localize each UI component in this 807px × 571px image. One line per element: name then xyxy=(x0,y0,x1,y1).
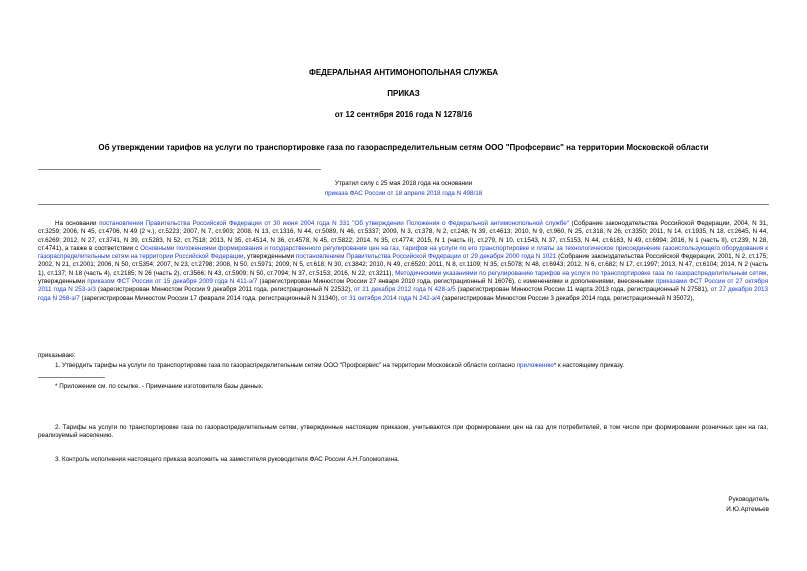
link-basic-provisions[interactable]: Основными положениями формирования и государственного регулирования цен на газ, тарифов на услуги по его транспортировке и платы за технологическое присоединение газоиспользующего оборудования к газораспределительным сетям на территории Российской Федерации xyxy=(38,244,768,261)
link-methodical-guidelines[interactable]: Методическими указаниями по регулированию тарифов на услуги по транспортировке газа по газораспределительным сетям xyxy=(395,269,767,277)
link-fst-order-253[interactable]: приказами ФСТ России от 27 октября 2011 года N 253-э/3 xyxy=(38,278,768,294)
signature-name: И.Ю.Артемьев xyxy=(726,506,769,513)
link-appendix[interactable]: приложению xyxy=(516,362,554,369)
link-fst-order-411[interactable]: приказом ФСТ России от 15 декабря 2009 года N 411-э/7 xyxy=(87,278,258,286)
link-fst-order-268[interactable]: от 27 декабря 2013 года N 268-э/7 xyxy=(38,286,769,302)
doc-date-number: от 12 сентября 2016 года N 1278/16 xyxy=(334,110,473,119)
status-note: Утратил силу с 25 мая 2018 года на основании xyxy=(334,180,473,187)
item-1: 1. Утвердить тарифы на услуги по транспортировке газа по газораспределительным сетям ООО "Профсервис" на территории Московской области согласно приложению* к настоящему приказу. xyxy=(55,362,624,369)
doc-type: ПРИКАЗ xyxy=(387,89,420,98)
link-fst-order-242[interactable]: от 31 октября 2014 года N 242-э/4 xyxy=(341,294,441,302)
item-3: 3. Контроль исполнения настоящего приказа возложить на заместителя руководителя ФАС России А.Н.Голомолзина. xyxy=(55,456,400,463)
order-word: приказываю: xyxy=(38,352,76,359)
divider xyxy=(38,169,321,170)
link-government-resolution-1021[interactable]: постановлением Правительства Российской Федерации от 29 декабря 2000 года N 1021 xyxy=(295,253,557,261)
status-link[interactable]: приказа ФАС России от 18 апреля 2018 года N 498/18 xyxy=(324,190,483,197)
footnote: * Приложение см. по ссылке. - Примечание изготовителя базы данных. xyxy=(55,383,264,390)
preamble-paragraph: На основании постановления Правительства Российской Федерации от 30 июня 2004 года N 331 "Об утверждении Положения о Федеральной антимонопольной службе" (Собрание законодательства Российской Федерации, 2004, N 31, ст.3259; 2006, N 45, ст.4706, N 49 (2 ч.), ст.5223; 2007, N 7, ст.903; 2008, N 13, ст.1316, N 44, ст.5089, N 46, ст.5337; 2009, N 3, ст.378, N 2, ст.248, N 39, ст.4613; 2010, N 9, ст.960, N 25, ст.318, N 26, ст.3350; 2011, N 14, ст.1935, N 18, ст.2645, N 44, ст.6269; 2012, N 27, ст.3741, N 39, ст.5283, N 52, ст.7518; 2013, N 35, ст.4514, N 36, ст.4578, N 45, ст.5822; 2014, N 35, ст.4774; 2015, N 1 (часть II), ст.279, N 10, ст.1543, N 37, ст.5153, N 44, ст.6163, N 49, ст.6994; 2016, N 1 (часть II), ст.239, N 28, ст.4741), а также в соответствии с Основными положениями формирования и государственного регулирования цен на газ, тарифов на услуги по его транспортировке и платы за технологическое присоединение газоиспользующего оборудования к газораспределительным сетям на территории Российской Федерации, утвержденными постановлением Правительства Российской Федерации от 29 декабря 2000 года N 1021 (Собрание законодательства Российской Федерации, 2001, N 2, ст.175; 2002, N 21, ст.2001; 2006, N 50, ст.5354; 2007, N 23, ст.2798; 2008, N 50, ст.5971; 2009, N 5, ст.618; N 30, ст.3842; 2010, N 49, ст.6520; 2011, N 8, ст.1109; N 35, ст.5078; N 48, ст.6943; 2012, N 6, ст.682; N 17, ст.1997; 2013, N 47, ст.6104; 2014, N 2 (часть 1), ст.137; N 18 (часть 4), ст.2185; N 26 (часть 2), ст.3566; N 43, ст.5909; N 50, ст.7094; N 37, ст.5153; 2016, N 22, ст.3211), Методическими указаниями по регулированию тарифов на услуги по транспортировке газа по газораспределительным сетям, утвержденными приказом ФСТ России от 15 декабря 2009 года N 411-э/7 (зарегистрирован Минюстом России 27 января 2010 года, регистрационный N 16076), с изменениями и дополнениями, внесенными приказами ФСТ России от 27 октября 2011 года N 253-э/3 (зарегистрирован Минюстом России 9 декабря 2011 года, регистрационный N 22532), от 21 декабря 2012 года N 428-э/5 (зарегистрирован Минюстом России 11 марта 2013 года, регистрационный N 27581), от 27 декабря 2013 года N 268-э/7 (зарегистрирован Минюстом России 17 февраля 2014 года, регистрационный N 31340), от 31 октября 2014 года N 242-э/4 (зарегистрирован Минюстом России 3 декабря 2014 года, регистрационный N 35072), xyxy=(38,220,769,302)
footnote-divider xyxy=(38,377,105,378)
link-fst-order-428[interactable]: от 21 декабря 2012 года N 428-э/5 xyxy=(353,286,456,294)
item-2: 2. Тарифы на услуги по транспортировке газа по газораспределительным сетям, утвержденные настоящим приказом, учитываются при формировании цен на газ для потребителей, в том числе при формировании розничных цен на газ, реализуемый населению. xyxy=(38,424,768,440)
signature-role: Руководитель xyxy=(728,496,769,503)
divider xyxy=(38,204,769,205)
link-government-resolution-331[interactable]: постановления Правительства Российской Федерации от 30 июня 2004 года N 331 "Об утверждении Положения о Федеральной антимонопольной службе" xyxy=(99,220,569,227)
agency-name: ФЕДЕРАЛЬНАЯ АНТИМОНОПОЛЬНАЯ СЛУЖБА xyxy=(309,68,498,77)
doc-title: Об утверждении тарифов на услуги по транспортировке газа по газораспределительным сетям ООО "Профсервис" на территории Московской области xyxy=(98,143,709,152)
